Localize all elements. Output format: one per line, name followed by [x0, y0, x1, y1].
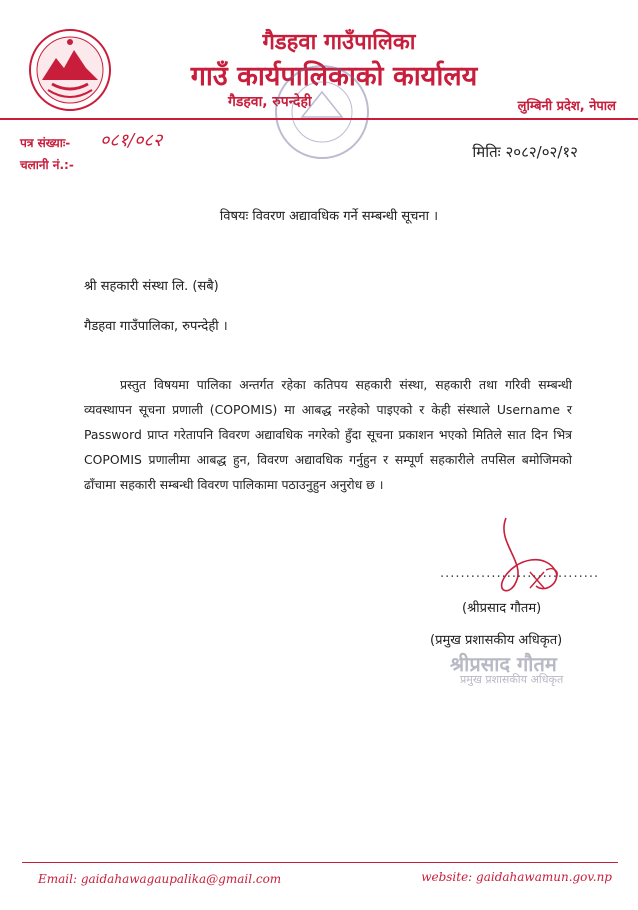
notice-body: प्रस्तुत विषयमा पालिका अन्तर्गत रहेका कतिपय सहकारी संस्था, सहकारी तथा गरिवी सम्बन्धी व्यवस्थापन सूचना प्रणाली (COPOMIS) मा आबद्ध नरहेको पाइएको र केही संस्थाले Username र Password प्राप्त गरेतापनि विवरण अद्यावधिक नगरेको हुँदा सूचना प्रकाशन भएको मितिले सात दिन भित्र COPOMIS प्रणालीमा आबद्ध हुन, विवरण अद्यावधिक गर्नुहुन र सम्पूर्ण सहकारीले तपसिल बमोजिमको ढाँचामा सहकारी सम्बन्धी विवरण पालिकामा पठाउनुहुन अनुरोध छ ।	[84, 377, 572, 492]
handwritten-signature-icon	[486, 512, 576, 608]
addressee-line-2: गैडहवा गाउँपालिका, रुपन्देही ।	[84, 319, 228, 334]
footer-divider	[22, 862, 618, 863]
subject-line: विषयः विवरण अद्यावधिक गर्ने सम्बन्धी सूचना ।	[219, 209, 439, 224]
stamp-title: प्रमुख प्रशासकीय अधिकृत	[460, 673, 564, 686]
signatory-name: (श्रीप्रसाद गौतम)	[462, 601, 542, 616]
footer-website: website: gaidahawamun.gov.np	[421, 870, 612, 884]
footer-email: Email: gaidahawagaupalika@gmail.com	[38, 872, 282, 886]
stamp-name: श्रीप्रसाद गौतम	[450, 652, 557, 676]
date: मितिः २०८२/०२/१२	[472, 143, 578, 161]
addressee-line-1: श्री सहकारी संस्था लि. (सबै)	[84, 279, 219, 294]
office-seal-icon	[272, 62, 372, 162]
office-name: गैडहवा गाउँपालिका	[262, 30, 416, 55]
chalani-label: चलानी नं.:-	[20, 158, 74, 172]
signature-line: ...............................	[440, 566, 600, 581]
office-address: गैडहवा, रुपन्देही	[228, 94, 312, 110]
province-label: लुम्बिनी प्रदेश, नेपाल	[517, 99, 616, 114]
patra-label: पत्र संख्याः-	[20, 136, 71, 150]
patra-number: ०८१/०८२	[100, 130, 163, 151]
office-title: गाउँ कार्यपालिकाको कार्यालय	[190, 61, 478, 92]
signatory-title: (प्रमुख प्रशासकीय अधिकृत)	[430, 633, 563, 648]
header-divider	[0, 118, 638, 120]
